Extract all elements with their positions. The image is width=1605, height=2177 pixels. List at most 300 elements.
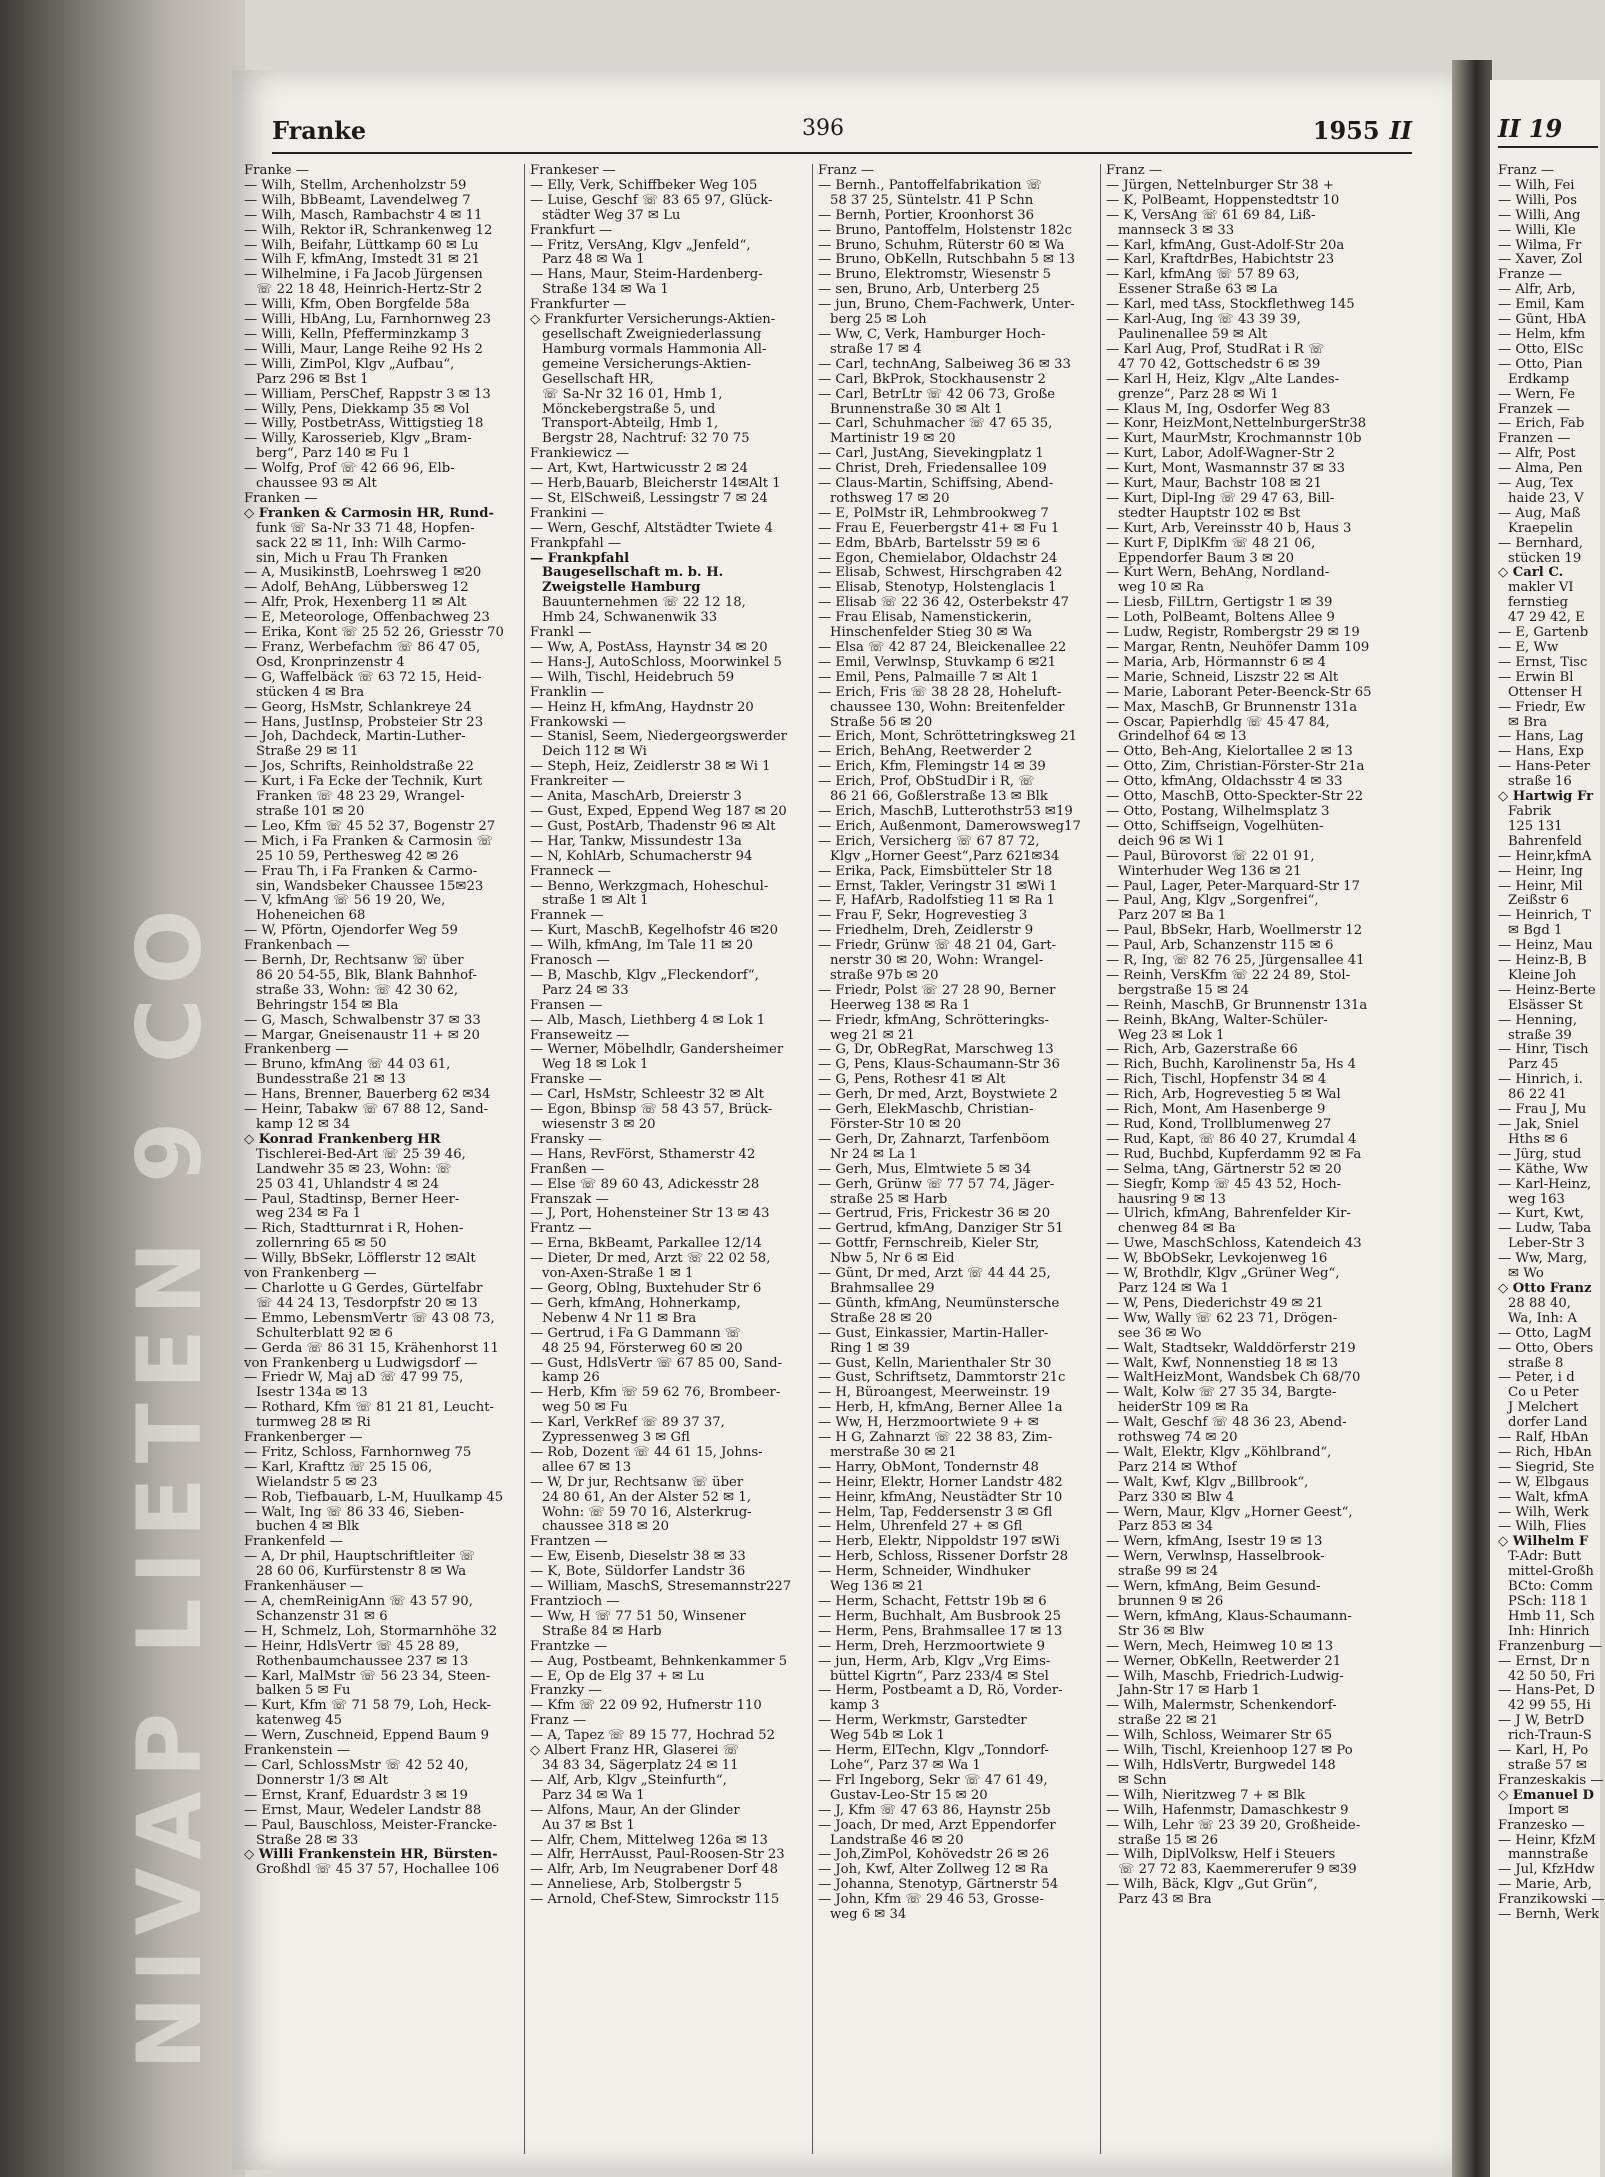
- surname-heading: Franzeskakis —: [1498, 1772, 1604, 1788]
- entry-continuation: Mönckebergstraße 5, und: [542, 401, 716, 417]
- directory-entry: — Siegrid, Ste: [1498, 1459, 1595, 1475]
- surname-heading: Franzikowski —: [1498, 1892, 1605, 1908]
- directory-entry: — Bruno, ObKelln, Rutschbahn 5 ✉ 13: [818, 252, 1076, 268]
- directory-entry: — Werner, Möbelhdlr, Gandersheimer: [530, 1042, 784, 1058]
- surname-heading: Franz —: [1498, 163, 1555, 178]
- entry-continuation: ☏ Sa-Nr 32 16 01, Hmb 1,: [542, 386, 723, 402]
- directory-entry: — Heinrich, T: [1498, 908, 1591, 924]
- directory-entry: — Friedr W, Maj aD ☏ 47 99 75,: [244, 1370, 464, 1386]
- entry-continuation: Deich 112 ✉ Wi: [542, 744, 647, 760]
- directory-entry: — Rich, Stadtturnrat i R, Hohen-: [244, 1221, 464, 1237]
- directory-entry: — Willi, Kfm, Oben Borgfelde 58a: [244, 297, 470, 313]
- entry-continuation: Str 36 ✉ Blw: [1118, 1623, 1205, 1639]
- surname-heading: Frankreiter —: [530, 774, 625, 790]
- entry-continuation: straße 8: [1508, 1355, 1564, 1371]
- next-page-header: II 19: [1498, 114, 1598, 148]
- entry-continuation: heiderStr 109 ✉ Ra: [1118, 1400, 1249, 1416]
- directory-entry: — Siegfr, Komp ☏ 45 43 52, Hoch-: [1106, 1176, 1342, 1192]
- directory-entry: — Wilh, Hafenmstr, Damaschkestr 9: [1106, 1802, 1349, 1818]
- entry-continuation: Bergstr 28, Nachtruf: 32 70 75: [542, 431, 750, 447]
- header-page-number: 396: [802, 116, 844, 141]
- directory-entry: — Rob, Tiefbauarb, L-M, Huulkamp 45: [244, 1489, 504, 1505]
- directory-entry: — Hans-J, AutoSchloss, Moorwinkel 5: [530, 654, 782, 670]
- directory-entry: — E, Ww: [1498, 640, 1559, 655]
- entry-continuation: PSch: 118 1: [1508, 1594, 1589, 1609]
- directory-entry: — Rud, Buchbd, Kupferdamm 92 ✉ Fa: [1106, 1146, 1362, 1162]
- surname-heading: Frannek —: [530, 908, 604, 924]
- directory-entry: — Wilh, Tischl, Kreienhoop 127 ✉ Po: [1106, 1743, 1353, 1759]
- entry-continuation: dorfer Land: [1508, 1415, 1588, 1431]
- directory-entry: — Erich, Außenmont, Damerowsweg17: [818, 818, 1081, 834]
- entry-continuation: merstraße 30 ✉ 21: [830, 1444, 957, 1460]
- directory-entry: — Karl, kfmAng, Gust-Adolf-Str 20a: [1106, 237, 1345, 253]
- directory-entry: — Kurt, Arb, Vereinsstr 40 b, Haus 3: [1106, 520, 1352, 536]
- directory-entry: — A, Dr phil, Hauptschriftleiter ☏: [244, 1549, 476, 1565]
- entry-continuation: Co u Peter: [1508, 1385, 1579, 1401]
- directory-entry: — Oscar, Papierhdlg ☏ 45 47 84,: [1106, 714, 1330, 730]
- directory-entry: — A, MusikinstB, Loehrsweg 1 ✉20: [244, 565, 482, 581]
- directory-entry: — A, Tapez ☏ 89 15 77, Hochrad 52: [530, 1728, 775, 1744]
- directory-entry: — Gertrud, Fris, Frickestr 36 ✉ 20: [818, 1206, 1051, 1222]
- entry-continuation: Wa, Inh: A: [1508, 1310, 1578, 1326]
- entry-continuation: 86 20 54-55, Blk, Blank Bahnhof-: [256, 967, 477, 983]
- directory-entry: — Otto, Beh-Ang, Kielortallee 2 ✉ 13: [1106, 744, 1353, 760]
- directory-entry: — Selma, tAng, Gärtnerstr 52 ✉ 20: [1106, 1161, 1342, 1177]
- directory-entry: — Herm, Schneider, Windhuker: [818, 1564, 1031, 1580]
- entry-continuation: 42 99 55, Hi: [1508, 1698, 1591, 1714]
- entry-continuation: Parz 330 ✉ Blw 4: [1118, 1489, 1234, 1505]
- directory-entry: — Walt, kfmA: [1498, 1489, 1589, 1505]
- directory-entry: — Mich, i Fa Franken & Carmosin ☏: [244, 833, 494, 849]
- entry-continuation: Nr 24 ✉ La 1: [830, 1146, 918, 1162]
- directory-entry: — Wern, kfmAng, Klaus-Schaumann-: [1106, 1608, 1352, 1624]
- surname-heading: Franklin —: [530, 684, 605, 700]
- directory-entry: — Wilh, Masch, Rambachstr 4 ✉ 11: [244, 207, 483, 223]
- directory-entry: — Anneliese, Arb, Stolbergstr 5: [530, 1877, 742, 1893]
- entry-continuation: Weg 18 ✉ Lok 1: [542, 1057, 649, 1073]
- entry-continuation: 24 80 61, An der Alster 52 ✉ 1,: [542, 1489, 751, 1505]
- entry-continuation: Weg 54b ✉ Lok 1: [830, 1728, 945, 1744]
- directory-entry: — Marie, Arb,: [1498, 1877, 1592, 1893]
- directory-entry: — Alfons, Maur, An der Glinder: [530, 1802, 740, 1818]
- entry-continuation: Hths ✉ 6: [1508, 1131, 1568, 1147]
- entry-continuation: stedter Hauptstr 102 ✉ Bst: [1118, 505, 1301, 521]
- entry-continuation: Essener Straße 63 ✉ La: [1118, 282, 1278, 298]
- directory-entry: — Gust, Kelln, Marienthaler Str 30: [818, 1355, 1052, 1371]
- directory-entry: — Hans, Exp: [1498, 744, 1584, 760]
- entry-continuation: Behringstr 154 ✉ Bla: [256, 997, 399, 1013]
- directory-entry: — Hinr, Tisch: [1498, 1042, 1589, 1058]
- directory-entry: — Hans, Maur, Steim-Hardenberg-: [530, 267, 763, 283]
- directory-entry: ◇ Otto Franz: [1498, 1280, 1592, 1296]
- directory-entry: — Wern, kfmAng, Isestr 19 ✉ 13: [1106, 1534, 1323, 1550]
- directory-entry: — Luise, Geschf ☏ 83 65 97, Glück-: [530, 192, 773, 208]
- directory-entry: — Willi, Ang: [1498, 207, 1581, 223]
- directory-entry: — R, Ing, ☏ 82 76 25, Jürgensallee 41: [1106, 953, 1365, 969]
- entry-continuation: Eppendorfer Baum 3 ✉ 20: [1118, 550, 1295, 566]
- directory-entry: — Ulrich, kfmAng, Bahrenfelder Kir-: [1106, 1206, 1351, 1222]
- directory-entry: — Joh, Kwf, Alter Zollweg 12 ✉ Ra: [818, 1862, 1049, 1878]
- directory-entry: — Günt, Dr med, Arzt ☏ 44 44 25,: [818, 1266, 1051, 1282]
- surname-heading: Frankenberg —: [244, 1042, 349, 1058]
- directory-entry: — V, kfmAng ☏ 56 19 20, We,: [244, 893, 446, 909]
- entry-continuation: chaussee 130, Wohn: Breitenfelder: [830, 699, 1065, 715]
- directory-entry: — Alfr, Prok, Hexenberg 11 ✉ Alt: [244, 595, 467, 611]
- directory-entry: — G, Waffelbäck ☏ 63 72 15, Heid-: [244, 669, 482, 685]
- directory-entry: — Ww, H, Herzmoortwiete 9 + ✉: [818, 1415, 1039, 1431]
- entry-continuation: weg 10 ✉ Ra: [1118, 580, 1205, 596]
- directory-entry: — Leo, Kfm ☏ 45 52 37, Bogenstr 27: [244, 818, 496, 834]
- directory-entry: — Carl, BkProk, Stockhausenstr 2: [818, 371, 1046, 387]
- directory-entry: — Willi, Maur, Lange Reihe 92 Hs 2: [244, 341, 483, 357]
- directory-entry: — Max, MaschB, Gr Brunnenstr 131a: [1106, 699, 1358, 715]
- entry-continuation: Fabrik: [1508, 803, 1552, 819]
- directory-entry: — Karl Aug, Prof, StudRat i R ☏: [1106, 341, 1325, 357]
- entry-continuation: Jahn-Str 17 ✉ Harb 1: [1118, 1683, 1261, 1699]
- directory-entry: — Erich, BehAng, Reetwerder 2: [818, 744, 1032, 760]
- directory-entry: — Bruno, Schuhm, Rüterstr 60 ✉ Wa: [818, 237, 1065, 253]
- directory-entry: — Jul, KfzHdw: [1498, 1862, 1595, 1878]
- next-page-column: [1498, 163, 1605, 2164]
- directory-entry: — G, Pens, Rothesr 41 ✉ Alt: [818, 1072, 1006, 1088]
- directory-entry: — Rich, Arb, Hogrevestieg 5 ✉ Wal: [1106, 1087, 1341, 1103]
- directory-entry: — Wilh, Maschb, Friedrich-Ludwig-: [1106, 1668, 1344, 1684]
- directory-entry: — Karl, kfmAng ☏ 57 89 63,: [1106, 267, 1300, 283]
- directory-entry: — Frau J, Mu: [1498, 1102, 1587, 1118]
- surname-heading: Frankenberger —: [244, 1430, 363, 1446]
- directory-entry: ◇ Konrad Frankenberg HR: [244, 1131, 441, 1147]
- entry-continuation: Straße 29 ✉ 11: [256, 744, 359, 760]
- directory-entry: — Wilh, kfmAng, Im Tale 11 ✉ 20: [530, 938, 753, 954]
- directory-entry: — Ww, C, Verk, Hamburger Hoch-: [818, 326, 1046, 342]
- entry-continuation: Osd, Kronprinzenstr 4: [256, 654, 405, 670]
- directory-entry: — Bernh, Dr, Rechtsanw ☏ über: [244, 953, 464, 969]
- surname-heading: Frankfurter —: [530, 297, 627, 313]
- directory-entry: — Kurt, Labor, Adolf-Wagner-Str 2: [1106, 446, 1335, 462]
- directory-entry: — Claus-Martin, Schiffsing, Abend-: [818, 476, 1054, 492]
- directory-entry: — Karl, MalMstr ☏ 56 23 34, Steen-: [244, 1668, 491, 1684]
- directory-entry: — Ernst, Maur, Wedeler Landstr 88: [244, 1802, 482, 1818]
- directory-entry: — Willy, Karosserieb, Klgv „Bram-: [244, 431, 472, 447]
- entry-continuation: gesellschaft Zweigniederlassung: [542, 326, 762, 342]
- directory-entry: — Willy, PostbetrAss, Wittigstieg 18: [244, 416, 484, 432]
- column-divider: [1100, 164, 1101, 2154]
- directory-entry: — Reinh, VersKfm ☏ 22 24 89, Stol-: [1106, 967, 1351, 983]
- directory-entry: — Bernhard,: [1498, 535, 1583, 551]
- entry-continuation: kamp 12 ✉ 34: [256, 1117, 350, 1132]
- directory-entry: — Hans, Lag: [1498, 729, 1584, 745]
- book-spine: [0, 0, 245, 2177]
- directory-entry: — sen, Bruno, Arb, Unterberg 25: [818, 282, 1040, 298]
- directory-entry: — Bruno, kfmAng ☏ 44 03 61,: [244, 1057, 451, 1073]
- directory-entry: — Karl-Aug, Ing ☏ 43 39 39,: [1106, 312, 1301, 328]
- entry-continuation: Wohn: ☏ 59 70 16, Alsterkrug-: [542, 1504, 752, 1520]
- directory-entry: — Kurt, Kfm ☏ 71 58 79, Loh, Heck-: [244, 1698, 492, 1714]
- entry-continuation: Paulinenallee 59 ✉ Alt: [1118, 326, 1268, 342]
- directory-entry: — Xaver, Zol: [1498, 252, 1583, 268]
- entry-continuation: 86 21 66, Goßlerstraße 13 ✉ Blk: [830, 789, 1048, 805]
- entry-continuation: ✉ Wo: [1508, 1266, 1544, 1282]
- directory-entry: — Peter, i d: [1498, 1370, 1575, 1386]
- directory-entry: — Gerda ☏ 86 31 15, Krähenhorst 11: [244, 1340, 499, 1356]
- directory-entry: — Jak, Sniel: [1498, 1117, 1579, 1132]
- directory-entry: — Gust, HdlsVertr ☏ 67 85 00, Sand-: [530, 1355, 783, 1371]
- surname-heading: Frankiewicz —: [530, 446, 630, 462]
- entry-continuation: Transport-Abteilg, Hmb 1,: [542, 416, 719, 432]
- entry-continuation: Parz 207 ✉ Ba 1: [1118, 908, 1227, 924]
- surname-heading: Frankenstein —: [244, 1743, 351, 1759]
- directory-entry: — Kurt Wern, BehAng, Nordland-: [1106, 565, 1330, 581]
- directory-entry: — Friedr, Ew: [1498, 699, 1586, 715]
- entry-continuation: straße 25 ✉ Harb: [830, 1191, 948, 1207]
- directory-entry: — Steph, Heiz, Zeidlerstr 38 ✉ Wi 1: [530, 759, 771, 775]
- directory-entry: — Hinrich, i.: [1498, 1072, 1583, 1088]
- directory-entry: — Paul, Ang, Klgv „Sorgenfrei“,: [1106, 893, 1319, 909]
- surname-heading: Fransky —: [530, 1131, 602, 1147]
- surname-heading: Franke —: [244, 163, 309, 178]
- directory-entry: — Rich, Tischl, Hopfenstr 34 ✉ 4: [1106, 1072, 1327, 1088]
- directory-entry: — Henning,: [1498, 1012, 1578, 1028]
- entry-continuation: Gesellschaft HR,: [542, 371, 654, 387]
- directory-entry: — Willi, Kelln, Pfefferminzkamp 3: [244, 326, 470, 342]
- directory-entry: — Fritz, Schloss, Farnhornweg 75: [244, 1444, 472, 1460]
- directory-entry: — Ralf, HbAn: [1498, 1430, 1589, 1446]
- entry-continuation: zollernring 65 ✉ 50: [256, 1236, 387, 1252]
- directory-entry: — Wilh, Schloss, Weimarer Str 65: [1106, 1728, 1333, 1744]
- directory-entry: — Dieter, Dr med, Arzt ☏ 22 02 58,: [530, 1251, 771, 1267]
- directory-entry: — Heinr, HdlsVertr ☏ 45 28 89,: [244, 1638, 460, 1654]
- entry-continuation: Landstraße 46 ✉ 20: [830, 1832, 964, 1848]
- directory-entry: — Egon, Bbinsp ☏ 58 43 57, Brück-: [530, 1102, 773, 1118]
- directory-entry: — Erich, Fab: [1498, 416, 1585, 432]
- directory-entry: — Gerh, kfmAng, Hohnerkamp,: [530, 1295, 741, 1311]
- directory-entry: — Walt, Kolw ☏ 27 35 34, Bargte-: [1106, 1385, 1337, 1401]
- directory-entry: — Gerh, Grünw ☏ 77 57 74, Jäger-: [818, 1176, 1055, 1192]
- directory-entry: — Bernh., Pantoffelfabrikation ☏: [818, 177, 1043, 193]
- directory-entry: — Wern, kfmAng, Beim Gesund-: [1106, 1579, 1321, 1595]
- entry-continuation: Parz 214 ✉ Wthof: [1118, 1459, 1237, 1475]
- directory-entry: — Willy, Pens, Diekkamp 35 ✉ Vol: [244, 401, 470, 417]
- entry-continuation: buchen 4 ✉ Blk: [256, 1519, 360, 1535]
- directory-entry: — Art, Kwt, Hartwicusstr 2 ✉ 24: [530, 461, 748, 477]
- directory-entry: — Rud, Kond, Trollblumenweg 27: [1106, 1117, 1332, 1132]
- next-page-edge: [1490, 80, 1605, 2177]
- entry-continuation: Straße 84 ✉ Harb: [542, 1623, 662, 1639]
- directory-entry: — Hans, RevFörst, Sthamerstr 42: [530, 1146, 756, 1162]
- directory-entry: — Wilh, DiplVolksw, Helf i Steuers: [1106, 1847, 1336, 1863]
- directory-entry: — Loth, PolBeamt, Boltens Allee 9: [1106, 610, 1335, 626]
- directory-entry: — Willi, ZimPol, Klgv „Aufbau“,: [244, 356, 455, 372]
- directory-entry: — Paul, Stadtinsp, Berner Heer-: [244, 1191, 460, 1207]
- entry-continuation: Parz 124 ✉ Wa 1: [1118, 1280, 1230, 1296]
- directory-entry: — Ernst, Kranf, Eduardstr 3 ✉ 19: [244, 1787, 468, 1803]
- directory-entry: — St, ElSchweiß, Lessingstr 7 ✉ 24: [530, 490, 768, 506]
- directory-entry: — Emil, Pens, Palmaille 7 ✉ Alt 1: [818, 669, 1039, 685]
- directory-entry: — Edm, BbArb, Bartelsstr 59 ✉ 6: [818, 535, 1041, 551]
- directory-entry: — Walt, Kwf, Klgv „Billbrook“,: [1106, 1474, 1309, 1490]
- directory-entry: — Alfr, HerrAusst, Paul-Roosen-Str 23: [530, 1847, 785, 1863]
- directory-entry: — Marie, Schneid, Liszstr 22 ✉ Alt: [1106, 669, 1339, 685]
- directory-entry: — Wern, Maur, Klgv „Horner Geest“,: [1106, 1504, 1353, 1520]
- directory-entry: — Walt, Elektr, Klgv „Köhlbrand“,: [1106, 1444, 1332, 1460]
- entry-continuation: Hmb 11, Sch: [1508, 1608, 1595, 1624]
- directory-entry: — Erich, Fris ☏ 38 28 28, Hoheluft-: [818, 684, 1062, 700]
- entry-continuation: Kraepelin: [1508, 520, 1573, 536]
- directory-entry: — Wilh, Flies: [1498, 1519, 1587, 1535]
- directory-entry: — F, HafArb, Radolfstieg 11 ✉ Ra 1: [818, 893, 1055, 909]
- directory-entry: — Paul, Bürovorst ☏ 22 01 91,: [1106, 848, 1315, 864]
- directory-entry: — Rud, Kapt, ☏ 86 40 27, Krumdal 4: [1106, 1131, 1357, 1147]
- directory-entry: — Käthe, Ww: [1498, 1161, 1588, 1177]
- directory-entry: — Heinr, kfmAng, Neustädter Str 10: [818, 1489, 1063, 1505]
- entry-continuation: weg 50 ✉ Fu: [542, 1400, 628, 1416]
- directory-entry: — Herb, Elektr, Nippoldstr 197 ✉Wi: [818, 1534, 1060, 1550]
- entry-continuation: 125 131: [1508, 818, 1563, 834]
- entry-continuation: chenweg 84 ✉ Ba: [1118, 1221, 1236, 1237]
- entry-continuation: Kleine Joh: [1508, 967, 1577, 983]
- directory-entry: — Gust, Einkassier, Martin-Haller-: [818, 1325, 1049, 1341]
- entry-continuation: Zypressenweg 3 ✉ Gfl: [542, 1430, 690, 1446]
- directory-entry: — Helm, kfm: [1498, 326, 1586, 342]
- directory-entry: — Rich, Mont, Am Hasenberge 9: [1106, 1102, 1326, 1118]
- directory-entry: — K, VersAng ☏ 61 69 84, Liß-: [1106, 207, 1316, 223]
- directory-entry: — Elsa ☏ 42 87 24, Bleickenallee 22: [818, 640, 1067, 655]
- directory-entry: — Friedr, kfmAng, Schrötteringks-: [818, 1012, 1049, 1028]
- entry-continuation: stücken 19: [1508, 550, 1582, 566]
- entry-continuation: rothsweg 17 ✉ 20: [830, 490, 950, 506]
- directory-entry: — Otto, Obers: [1498, 1340, 1594, 1356]
- entry-continuation: grenze“, Parz 28 ✉ Wi 1: [1118, 386, 1279, 402]
- entry-continuation: straße 39: [1508, 1027, 1572, 1043]
- directory-entry: — Rich, Arb, Gazerstraße 66: [1106, 1042, 1298, 1058]
- directory-entry: — Karl, med tAss, Stockflethweg 145: [1106, 297, 1355, 313]
- directory-entry: — Konr, HeizMont,NettelnburgerStr38: [1106, 416, 1367, 432]
- entry-continuation: büttel Kigrtn“, Parz 233/4 ✉ Stel: [830, 1668, 1049, 1684]
- column-divider: [524, 164, 525, 2154]
- directory-entry: — Ernst, Tisc: [1498, 654, 1588, 670]
- directory-entry: Baugesellschaft m. b. H.: [542, 565, 724, 581]
- entry-continuation: mannseck 3 ✉ 33: [1118, 222, 1235, 238]
- entry-continuation: rothsweg 74 ✉ 20: [1118, 1430, 1238, 1446]
- entry-continuation: ✉ Schn: [1118, 1772, 1167, 1788]
- directory-entry: — Paul, Arb, Schanzenstr 115 ✉ 6: [1106, 938, 1334, 954]
- directory-entry: — Wilh, Werk: [1498, 1504, 1589, 1520]
- directory-entry: — Ludw, Registr, Rombergstr 29 ✉ 19: [1106, 625, 1360, 641]
- directory-entry: — Heinz-B, B: [1498, 953, 1587, 969]
- directory-entry: — Gust, Schriftsetz, Dammtorstr 21c: [818, 1370, 1066, 1386]
- directory-entry: — Kurt, MaurMstr, Krochmannstr 10b: [1106, 431, 1362, 447]
- directory-entry: — Carl, technAng, Salbeiweg 36 ✉ 33: [818, 356, 1071, 372]
- directory-entry: — Alfr, Post: [1498, 446, 1576, 462]
- entry-continuation: Parz 853 ✉ 34: [1118, 1519, 1213, 1535]
- surname-heading: Franken —: [244, 490, 318, 506]
- directory-entry: — Kurt, MaschB, Kegelhofstr 46 ✉20: [530, 923, 778, 939]
- entry-continuation: straße 16: [1508, 774, 1572, 790]
- directory-entry: — W, Dr jur, Rechtsanw ☏ über: [530, 1474, 744, 1490]
- directory-entry: — Stanisl, Seem, Niedergeorgswerder: [530, 729, 787, 745]
- directory-entry: — Jürg, stud: [1498, 1146, 1582, 1162]
- directory-entry: ◇ Frankfurter Versicherungs-Aktien-: [530, 312, 776, 328]
- directory-entry: — Wilh, Fei: [1498, 177, 1575, 193]
- entry-continuation: Ring 1 ✉ 39: [830, 1340, 910, 1356]
- directory-entry: — Wern, Verwlnsp, Hasselbrook-: [1106, 1549, 1325, 1565]
- directory-entry: — Erna, BkBeamt, Parkallee 12/14: [530, 1236, 762, 1252]
- header-year-volume: [1313, 116, 1412, 145]
- directory-entry: — Heinr, Tabakw ☏ 67 88 12, Sand-: [244, 1102, 489, 1118]
- entry-continuation: Förster-Str 10 ✉ 20: [830, 1117, 962, 1132]
- directory-entry: — E, PolMstr iR, Lehmbrookweg 7: [818, 505, 1049, 521]
- directory-entry: — Willy, BbSekr, Löfflerstr 12 ✉Alt: [244, 1251, 476, 1267]
- directory-entry: — Klaus M, Ing, Osdorfer Weg 83: [1106, 401, 1331, 417]
- surname-heading: Frankenfeld —: [244, 1534, 343, 1550]
- directory-entry: — Alb, Masch, Liethberg 4 ✉ Lok 1: [530, 1012, 766, 1028]
- directory-entry: ◇ Emanuel D: [1498, 1787, 1594, 1803]
- directory-entry: — Joh,ZimPol, Kohövedstr 26 ✉ 26: [818, 1847, 1050, 1863]
- directory-entry: — Wilhelmine, i Fa Jacob Jürgensen: [244, 267, 483, 283]
- entry-continuation: kamp 3: [830, 1698, 880, 1714]
- entry-continuation: Brahmsallee 29: [830, 1280, 935, 1296]
- directory-entry: — Herb,Bauarb, Bleicherstr 14✉Alt 1: [530, 476, 781, 492]
- directory-entry: — Ww, A, PostAss, Haynstr 34 ✉ 20: [530, 640, 768, 655]
- directory-entry: — Kfm ☏ 22 09 92, Hufnerstr 110: [530, 1698, 762, 1714]
- directory-entry: — H, Schmelz, Loh, Stormarnhöhe 32: [244, 1623, 498, 1639]
- directory-entry: — Wilh, Malermstr, Schenkendorf-: [1106, 1698, 1337, 1714]
- directory-entry: — Willi, HbAng, Lu, Farnhornweg 23: [244, 312, 492, 328]
- directory-entry: — J, Kfm ☏ 47 63 86, Haynstr 25b: [818, 1802, 1051, 1818]
- entry-continuation: ☏ 27 72 83, Kaemmererufer 9 ✉39: [1118, 1862, 1357, 1878]
- entry-continuation: straße 22 ✉ 21: [1118, 1713, 1219, 1729]
- directory-entry: — Margar, Gneisenaustr 11 + ✉ 20: [244, 1027, 480, 1043]
- directory-entry: — Wilh, Rektor iR, Schrankenweg 12: [244, 222, 493, 238]
- surname-heading: Franzesko —: [1498, 1817, 1585, 1833]
- directory-entry: — Herm, Postbeamt a D, Rö, Vorder-: [818, 1683, 1063, 1699]
- entry-continuation: sin, Mich u Frau Th Franken: [256, 550, 448, 566]
- entry-continuation: städter Weg 37 ✉ Lu: [542, 207, 681, 223]
- surname-heading: Franz —: [818, 163, 875, 178]
- directory-entry: — Wilh, Tischl, Heidebruch 59: [530, 669, 735, 685]
- entry-continuation: straße 101 ✉ 20: [256, 803, 365, 819]
- entry-continuation: 48 25 94, Försterweg 60 ✉ 20: [542, 1340, 743, 1356]
- entry-continuation: Wielandstr 5 ✉ 23: [256, 1474, 378, 1490]
- directory-entry: — Emmo, LebensmVertr ☏ 43 08 73,: [244, 1310, 495, 1326]
- directory-entry: — Otto, Zim, Christian-Förster-Str 21a: [1106, 759, 1365, 775]
- entry-continuation: Weg 23 ✉ Lok 1: [1118, 1027, 1225, 1043]
- entry-continuation: stücken 4 ✉ Bra: [256, 684, 365, 700]
- entry-continuation: Isestr 134a ✉ 13: [256, 1385, 368, 1401]
- directory-entry: ◇ Willi Frankenstein HR, Bürsten-: [244, 1847, 498, 1863]
- directory-entry: — A, chemReinigAnn ☏ 43 57 90,: [244, 1594, 473, 1609]
- entry-continuation: Straße 28 ✉ 20: [830, 1310, 933, 1326]
- directory-entry: — Erich, MaschB, Lutterothstr53 ✉19: [818, 803, 1073, 819]
- directory-entry: — Herb, H, kfmAng, Berner Allee 1a: [818, 1400, 1063, 1416]
- directory-entry: — Otto, Postang, Wilhelmsplatz 3: [1106, 803, 1330, 819]
- directory-entry: — Wilh, BbBeamt, Lavendelweg 7: [244, 192, 471, 208]
- directory-entry: — Maria, Arb, Hörmannstr 6 ✉ 4: [1106, 654, 1327, 670]
- directory-entry: — Johanna, Stenotyp, Gärtnerstr 54: [818, 1877, 1059, 1893]
- directory-entry: — Arnold, Chef-Stew, Simrockstr 115: [530, 1892, 780, 1908]
- directory-entry: — Gust, Exped, Eppend Weg 187 ✉ 20: [530, 803, 787, 819]
- entry-continuation: see 36 ✉ Wo: [1118, 1325, 1202, 1341]
- directory-entry: — Erich, Mont, Schröttetringksweg 21: [818, 729, 1077, 745]
- directory-entry: — Ludw, Taba: [1498, 1221, 1592, 1237]
- directory-entry: — Helm, Tap, Feddersenstr 3 ✉ Gfl: [818, 1504, 1053, 1520]
- directory-entry: — K, Bote, Süldorfer Landstr 36: [530, 1564, 746, 1580]
- directory-entry: — Margar, Rentn, Neuhöfer Damm 109: [1106, 640, 1370, 655]
- entry-continuation: Franken ☏ 48 23 29, Wrangel-: [256, 789, 465, 805]
- directory-entry: — K, PolBeamt, Hoppenstedtstr 10: [1106, 192, 1340, 208]
- surname-heading: Franosch —: [530, 953, 610, 969]
- directory-entry: — Kurt, i Fa Ecke der Technik, Kurt: [244, 774, 483, 790]
